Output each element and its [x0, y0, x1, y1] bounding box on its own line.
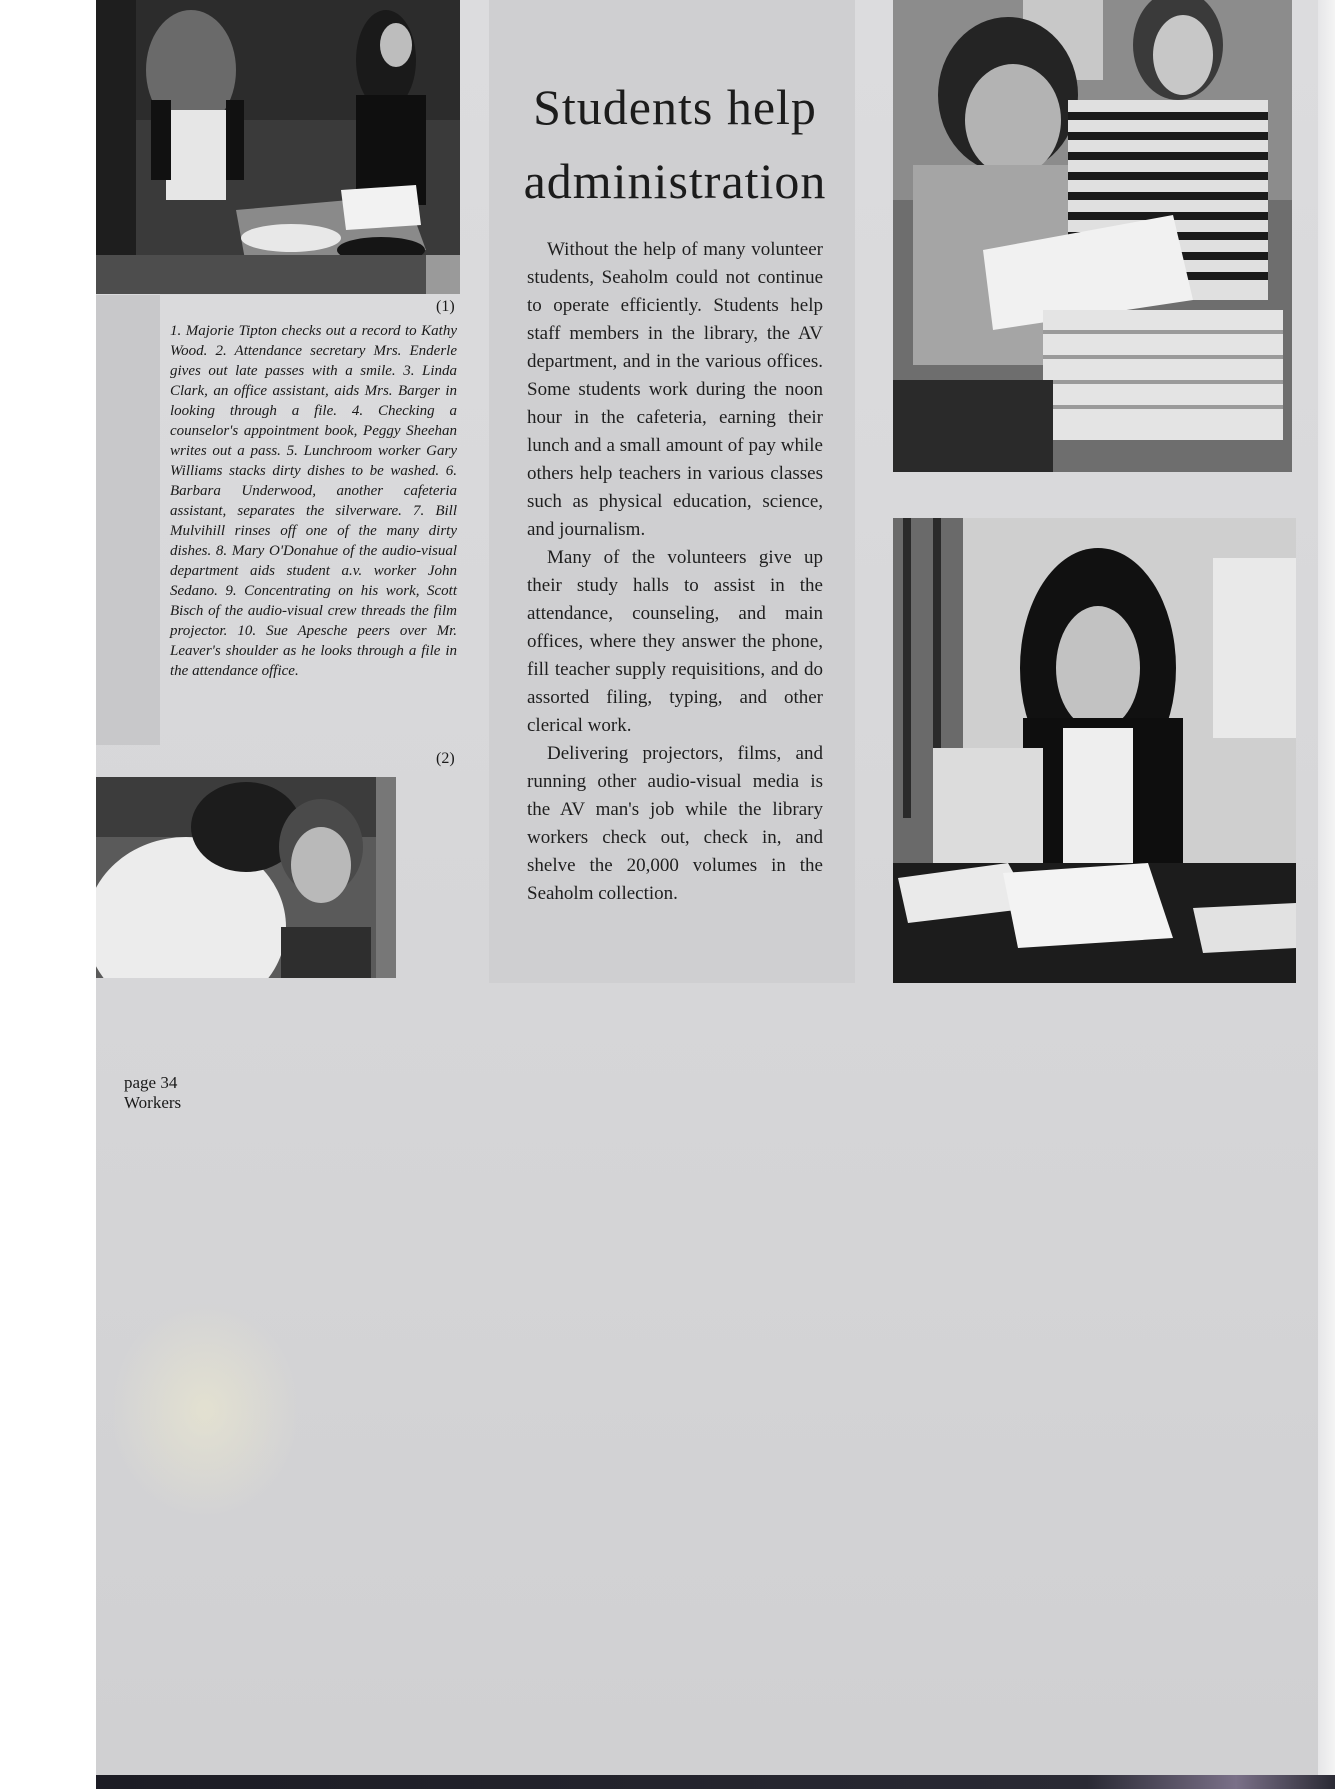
- appointment-book-photo: [893, 518, 1296, 983]
- story-paragraph-1: Without the help of many volunteer students, Seaholm could not continue to operate efficiently. Students help staff members in the library, the AV department, and in the various offices. Some students work during the noon hour in the cafeteria, earning their lunch and a small amount of pay while others help teachers in various classes such as physical education, science, and journalism.: [527, 239, 823, 540]
- page-edge-bottom: [96, 1775, 1335, 1789]
- photo-captions: 1. Majorie Tipton checks out a record to Kathy Wood. 2. Attendance secretary Mrs. Enderle gives out late passes with a smile. 3. Linda Clark, an office assistant, aids Mrs. Barger in looking through a file. 4. Checking a counselor's appointment book, Peggy Sheehan writes out a pass. 5. Lunchroom worker Gary Williams stacks dirty dishes to be washed. 6. Barbara Underwood, another cafeteria assistant, separates the silverware. 7. Bill Mulvihill rinses off one of the many dirty dishes. 8. Mary O'Donahue of the audio-visual department aids student a.v. worker John Sedano. 9. Concentrating on his work, Scott Bisch of the audio-visual crew threads the film projector. 10. Sue Apesche peers over Mr. Leaver's shoulder as he looks through a file in the attendance office.: [170, 323, 457, 679]
- attendance-secretary-photo: [96, 777, 396, 978]
- caption-panel: [96, 295, 160, 745]
- page-number: page 34: [124, 1073, 178, 1092]
- story-body: [527, 236, 823, 908]
- story-paragraph-2: Many of the volunteers give up their study halls to assist in the attendance, counseling, and main offices, where they answer the phone, fill teacher supply requisitions, and do assorted filing, typing, and other clerical work.: [527, 547, 823, 736]
- paper-stain: [110, 1300, 300, 1520]
- office-file-photo: [893, 0, 1292, 472]
- photo-1-number: (1): [436, 298, 455, 315]
- page-edge-right: [1318, 0, 1335, 1775]
- photo-2-number: (2): [436, 750, 455, 767]
- page-folio: [124, 1073, 181, 1113]
- headline-line-2: administration: [523, 153, 827, 209]
- record-checkout-photo: [96, 0, 460, 294]
- story-paragraph-3: Delivering projectors, films, and running other audio-visual media is the AV man's job while the library workers check out, check in, and shelve the 20,000 volumes in the Seaholm collection.: [527, 743, 823, 904]
- section-name: Workers: [124, 1093, 182, 1112]
- page-headline: [510, 70, 840, 218]
- headline-line-1: Students help: [533, 79, 817, 135]
